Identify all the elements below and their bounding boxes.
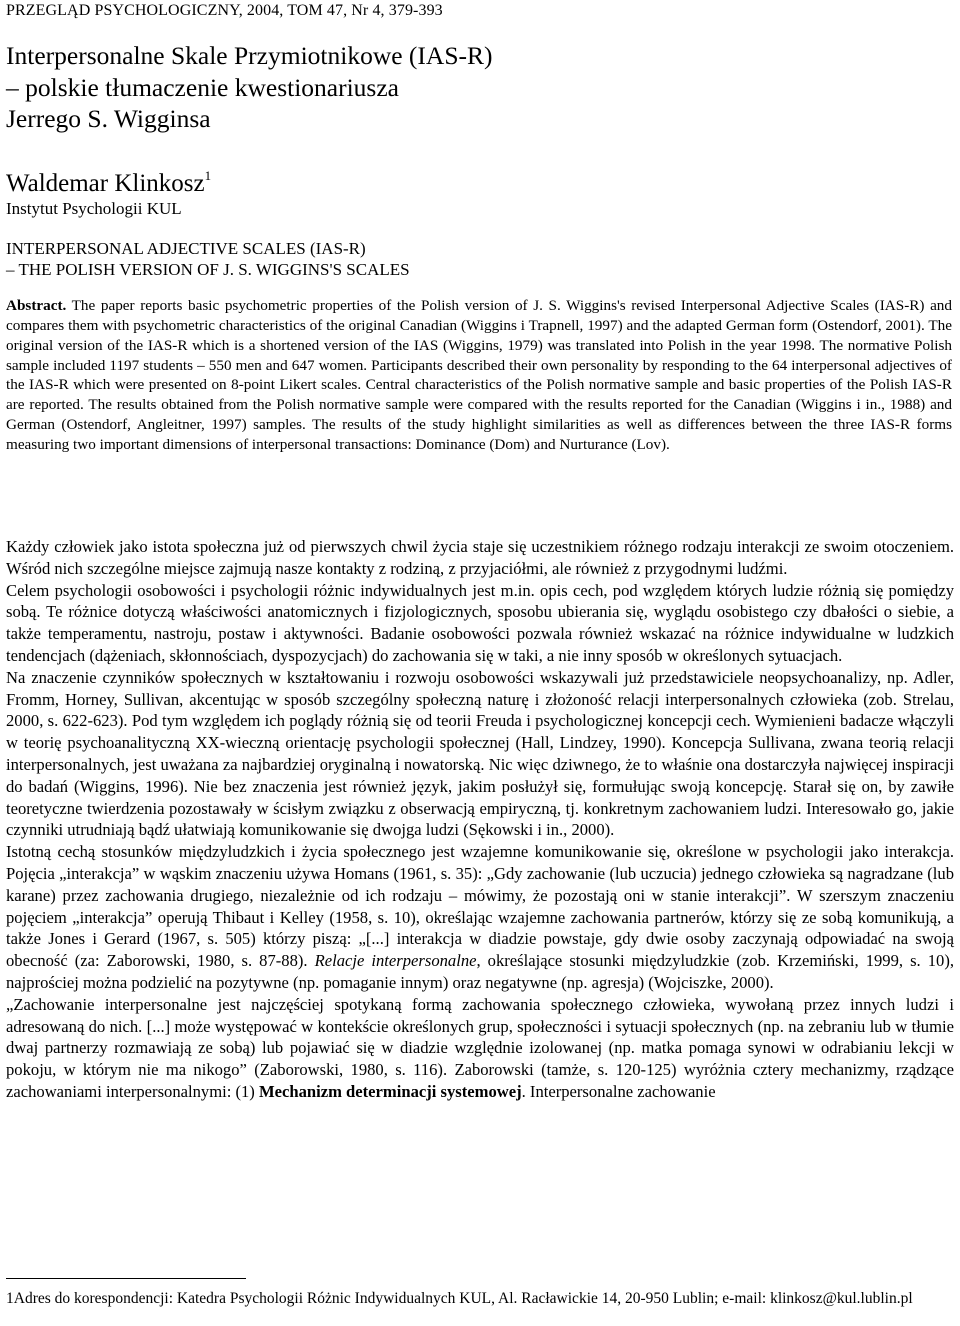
body-paragraph: Na znaczenie czynników społecznych w kształtowaniu i rozwoju osobowości wskazywali już przedstawiciele neopsychoanalizy, np. Adler, Fromm, Horney, Sullivan, akcentując w sposób szczególny społeczną naturę i złożoność relacji interpersonalnych człowieka (zob. Strelau, 2000, s. 622-623). Pod tym względem ich poglądy różnią się od teorii Freuda i psychologicznej koncepcji cech. Wymienieni badacze włączyli w teorię psychoanalityczną XX-wieczną orientację psychologii społecznej (Hall, Lindzey, 1990). Koncepcja Sullivana, zwana teorią relacji interpersonalnych, jest uważana za najbardziej oryginalną i nowatorską. Nic więc dziwnego, że to właśnie ona dostarczyła najwięcej inspiracji do badań (Wiggins, 1996). Nie bez znaczenia jest również język, jakim posłużył się, formułując swoją koncepcję. Starał się on, by zawiłe teoretyczne twierdzenia pozostawały w ścisłym związku z obserwacją empiryczną, tj. konkretnym zachowaniem ludzi. Interesowało go, jakie czynniki utrudniają bądź ułatwiają komunikowanie się dwojga ludzi (Sękowski i in., 2000). [6, 667, 954, 840]
article-title [6, 40, 493, 135]
english-title [6, 238, 410, 280]
affiliation: Instytut Psychologii KUL [6, 199, 182, 218]
footnote-mark: 1 [204, 168, 212, 183]
paragraph-text: . Interpersonalne zachowanie [521, 1081, 716, 1101]
footnote: 1Adres do korespondencji: Katedra Psychologii Różnic Indywidualnych KUL, Al. Racławickie 14, 20-950 Lublin; e-mail: klinkosz@kul.lublin.pl [6, 1290, 913, 1307]
english-title-line: – THE POLISH VERSION OF J. S. WIGGINS'S SCALES [6, 260, 410, 279]
journal-header: PRZEGLĄD PSYCHOLOGICZNY, 2004, TOM 47, Nr 4, 379-393 [6, 2, 443, 19]
author-name: Waldemar Klinkosz [6, 170, 205, 197]
author-line [6, 168, 211, 198]
paragraph-text: Istotną cechą stosunków międzyludzkich i życia społecznego jest wzajemne komunikowanie się, określone w psychologii jako interakcja. Pojęcia „interakcja” w wąskim znaczeniu używa Homans (1961, s. 35): „Gdy zachowanie (lub uczucia) jednego człowieka są nagradzane (lub karane) przez zachowania drugiego, niezależnie od ich rodzaju – mówimy, że pozostają oni w stanie interakcji”. W szerszym znaczeniu pojęciem „interakcja” operują Thibaut i Kelley (1958, s. 10), określając wzajemne zachowania partnerów, którzy się ze sobą komunikują, a także Jones i Gerard (1967, s. 505) którzy piszą: „[...] interakcja w diadzie powstaje, gdy dwie osoby zaczynają odpowiadać na swoją obecność (za: Zaborowski, 1980, s. 87-88). [6, 842, 954, 971]
body-paragraph [6, 841, 954, 994]
article-body [6, 536, 954, 1103]
paragraph-text: „Zachowanie interpersonalne jest najczęściej spotykaną formą zachowania społecznego człowieka, wywołaną przez innych ludzi i adresowaną do nich. [...] może występować w kontekście określonych grup, społeczności i sytuacji społecznych (np. na zebraniu lub w tłumie dwaj partnerzy rozmawiają ze sobą) lub pojawiać się w diadzie względnie izolowanej (np. matka pomaga synowi w odrabianiu lekcji w pokoju, w którym nie ma nikogo” (Zaborowski, 1980, s. 116). Zaborowski (tamże, s. 120-125) wyróżnia cztery mechanizmy, rządzące zachowaniami interpersonalnymi: (1) [6, 994, 954, 1101]
italic-term: Relacje interpersonalne [314, 951, 477, 971]
abstract-text: The paper reports basic psychometric properties of the Polish version of J. S. Wiggins's revised Interpersonal Adjective Scales (IAS-R) and compares them with psychometric characteristics of the original Canadian (Wiggins i Trapnell, 1997) and the adapted German form (Ostendorf, 2001). The original version of the IAS-R which is a shortened version of the IAS (Wiggins, 1979) was translated into Polish in the year 1998. The normative Polish sample included 1197 students – 550 men and 647 women. Participants described their own personality by responding to the 64 interpersonal adjectives of the IAS-R which were presented on 8-point Likert scales. Central characteristics of the Polish normative sample and basic properties of the Polish IAS-R are reported. The results obtained from the Polish normative sample were compared with the results reported for the Canadian (Wiggins i in., 1988) and German (Ostendorf, Angleitner, 1997) samples. The results of the study highlight similarities as well as differences between the three IAS-R forms measuring two important dimensions of interpersonal transactions: Dominance (Dom) and Nurturance (Lov). [6, 297, 952, 453]
body-paragraph: Celem psychologii osobowości i psychologii różnic indywidualnych jest m.in. opis cech, pod względem których ludzie różnią się pomiędzy sobą. Te różnice dotyczą właściwości anatomicznych i fizjologicznych, sposobu ubierania się, wyglądu osobistego czy dbałości o siebie, a także temperamentu, nastroju, postaw i aktywności. Badanie osobowości pozwala również wskazać na różnice indywidualne w ludzkich tendencjach (dążeniach, skłonnościach, dyspozycjach) do zachowania się w taki, a nie inny sposób w określonych sytuacjach. [6, 580, 954, 665]
bold-term: Mechanizm determinacji systemowej [258, 1081, 522, 1101]
paragraph-text: , określające stosunki międzyludzkie (zob. Krzemiński, 1999, s. 10), najprościej można podzielić na pozytywne (np. pomaganie innym) oraz negatywne (np. agresja) (Wojciszke, 2000). [6, 951, 954, 992]
title-line: Jerrego S. Wigginsa [6, 104, 211, 133]
english-title-line: INTERPERSONAL ADJECTIVE SCALES (IAS-R) [6, 239, 366, 258]
body-paragraph [6, 994, 954, 1103]
body-paragraph: Każdy człowiek jako istota społeczna już od pierwszych chwil życia staje się uczestnikiem różnego rodzaju interakcji ze swoim otoczeniem. Wśród nich szczególne miejsce zajmują nasze kontakty z rodziną, z przyjaciółmi, ale również z przygodnymi ludźmi. [6, 537, 954, 578]
title-line: Interpersonalne Skale Przymiotnikowe (IAS-R) [6, 41, 493, 70]
abstract [6, 296, 952, 455]
footnote-separator [6, 1278, 246, 1279]
title-line: – polskie tłumaczenie kwestionariusza [6, 72, 399, 102]
abstract-label: Abstract. [6, 297, 67, 314]
